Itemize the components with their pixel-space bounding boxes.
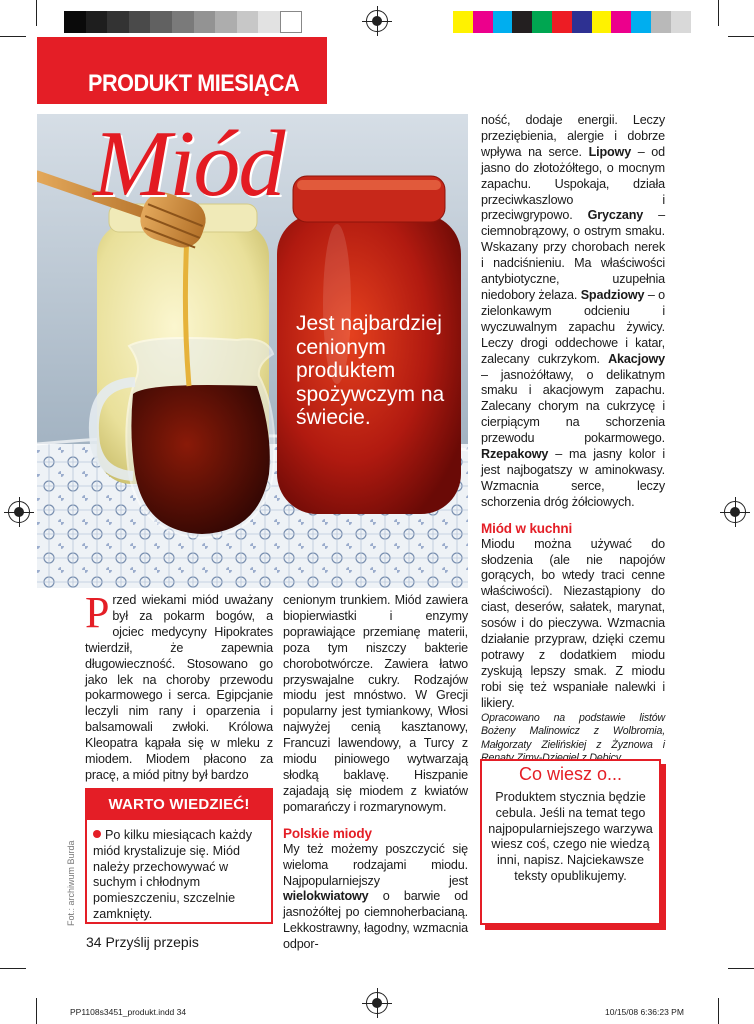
honey-type-name: Spadziowy bbox=[580, 287, 645, 302]
honey-type-name: Lipowy bbox=[588, 144, 632, 159]
color-patch bbox=[194, 11, 216, 33]
info-box-co-wiesz bbox=[480, 759, 661, 925]
registration-mark-icon bbox=[724, 501, 746, 523]
crop-mark bbox=[0, 968, 26, 969]
color-patch bbox=[473, 11, 493, 33]
honey-type-name: Akacjowy bbox=[608, 351, 665, 366]
color-patch bbox=[572, 11, 592, 33]
subheading-miod-w-kuchni: Miód w kuchni bbox=[481, 520, 573, 536]
info-box-body: Produktem stycznia będzie cebula. Jeśli na temat tego najpopularniejszego warzywa wiesz coś, czego nie wiedzą inni, napisz. Najciekawsze teksty opublikujemy. bbox=[488, 790, 653, 883]
color-patch bbox=[150, 11, 172, 33]
article-text-run: – ma jasny kolor i jest najbogatszy w aminokwasy. Wzmacnia serce, leczy schorzenia dróg żółciowych. bbox=[481, 447, 665, 509]
color-patch bbox=[172, 11, 194, 33]
info-box-warto-wiedziec bbox=[85, 788, 273, 924]
registration-mark-icon bbox=[8, 501, 30, 523]
color-patch bbox=[237, 11, 259, 33]
honey-type-name: wielokwiatowy bbox=[283, 889, 369, 904]
crop-mark bbox=[36, 998, 37, 1024]
article-text-run: – jasnożółtawy, o delikatnym smaku i akacjowym zapachu. Zalecany chorym na cukrzycę i cierpiącym na schorzenia przewodu pokarmowego. bbox=[481, 367, 665, 446]
article-text-run: – ciemnobrązowy, o ostrym smaku. Wskazany przy chorobach nerek i nadciśnieniu. Ma właściwości antybiotyczne, uzupełnia niedobory żelaza. bbox=[481, 208, 666, 302]
color-patch bbox=[671, 11, 691, 33]
article-text-run: ność, dodaje energii. Leczy przeziębienia, alergie i dobrze wpływa na serce. bbox=[481, 113, 665, 159]
page-section-title: PRODUKT MIESIĄCA bbox=[88, 70, 300, 97]
color-patch bbox=[215, 11, 237, 33]
photo-credit: Fot.: archiwum Burda bbox=[66, 840, 76, 926]
registration-mark-icon bbox=[366, 992, 388, 1014]
color-patch bbox=[512, 11, 532, 33]
subheading-polskie-miody: Polskie miody bbox=[283, 825, 372, 841]
article-column-3 bbox=[481, 113, 665, 766]
slug-filename: PP1108s3451_produkt.indd 34 bbox=[70, 1007, 187, 1017]
color-patch bbox=[532, 11, 552, 33]
info-box-body bbox=[93, 828, 267, 923]
honey-type-name: Gryczany bbox=[587, 208, 644, 223]
registration-mark-icon bbox=[366, 10, 388, 32]
article-text-run: – od jasno do złotożółtego, o mocnym zapachu. Uspokaja, działa przeciwkaszlowo i przeciwgrypowo. bbox=[481, 144, 666, 223]
color-patch bbox=[258, 11, 280, 33]
color-patch bbox=[592, 11, 612, 33]
hero-callout: Jest najbardziej cenionym produktem spożywczym na świecie. bbox=[296, 312, 445, 429]
article-text: Miodu można używać do słodzenia (ale nie napojów gorących, bo wtedy traci cenne właściwości). Niezastąpiony do ciast, deserów, sałatek, marynat, sosów i do pieczywa. Wzmacnia działanie przypraw, dzięki czemu potrawy z dodatkiem miodu zyskują lepszy smak. Z miodu robi się też wspaniałe nalewki i likiery. bbox=[481, 536, 665, 710]
color-patch bbox=[631, 11, 651, 33]
color-patch bbox=[280, 11, 302, 33]
article-text: cenionym trunkiem. Miód zawiera biopierwiastki i enzymy poprawiające przemianę materii, poza tym niszczy bakterie chorobotwórcze. Zawiera łatwo przyswajalne cukry. Rodzajów miodu jest mnóstwo. W Grecji popularny jest tymiankowy, Włosi najwyżej cenią kasztanowy, Francuzi lawendowy, a Turcy z miodu piniowego wytwarzają słodką baklavę. Hiszpanie zajadają się miodem z kwiatów pomarańczy i rozmarynowym. bbox=[283, 593, 468, 814]
color-patch bbox=[651, 11, 671, 33]
crop-mark bbox=[718, 998, 719, 1024]
article-text bbox=[283, 842, 468, 953]
crop-mark bbox=[0, 36, 26, 37]
info-box-title: WARTO WIEDZIEĆ! bbox=[87, 790, 271, 820]
article-text bbox=[481, 113, 665, 511]
crop-mark bbox=[728, 968, 754, 969]
article-text: rzed wiekami miód uważany był za pokarm bogów, a ojciec medycyny Hipokrates twierdził, że zapewnia długowieczność. Stosowano go jako lek na choroby przewodu pokarmowego i serca. Egipcjanie leczyli nim rany i oparzenia i balsamowali zwłoki. Królowa Kleopatra kąpała się w mleku z miodem. Miodem płacono za pracę, a miód pitny był bardzo bbox=[85, 593, 273, 782]
info-box-text: Po kilku miesiącach każdy miód krystalizuje się. Miód należy przechowywać w suchym i chłodnym pomieszczeniu, szczelnie zamknięty. bbox=[93, 828, 252, 921]
info-box-title: Co wiesz o... bbox=[518, 764, 623, 784]
hero-title: Miód bbox=[93, 112, 284, 216]
page-folio: 34 Przyślij przepis bbox=[86, 934, 199, 950]
slug-timestamp: 10/15/08 6:36:23 PM bbox=[605, 1007, 684, 1017]
color-patch bbox=[552, 11, 572, 33]
crop-mark bbox=[718, 0, 719, 26]
crop-mark bbox=[36, 0, 37, 26]
crop-mark bbox=[728, 36, 754, 37]
color-patch bbox=[86, 11, 108, 33]
sources-credit: Opracowano na podstawie listów Bożeny Malinowicz z Wolbromia, Małgorzaty Zielińskiej z Żyznowa i bbox=[481, 711, 665, 751]
article-text-run: o barwie od jasnożółtej po ciemnoherbacianą. Lekkostrawny, łagodny, wzmacnia odpor- bbox=[283, 889, 468, 952]
article-text-run: – o zielonkawym odcieniu i wyczuwalnym zapachu żywicy. Leczy drogi oddechowe i katar, zalecany cukrzykom. bbox=[481, 287, 665, 366]
color-patch bbox=[129, 11, 151, 33]
article-column-1 bbox=[85, 588, 273, 784]
bullet-icon bbox=[93, 830, 101, 838]
honey-type-name: Rzepakowy bbox=[481, 447, 549, 462]
dropcap: P bbox=[85, 588, 110, 637]
color-patch bbox=[493, 11, 513, 33]
article-text-run: My też możemy poszczycić się wieloma rodzajami miodu. Najpopularniejszy jest bbox=[283, 841, 468, 888]
color-patch bbox=[611, 11, 631, 33]
color-patch bbox=[453, 11, 473, 33]
color-patch bbox=[107, 11, 129, 33]
article-column-2 bbox=[283, 593, 468, 953]
color-patch bbox=[64, 11, 86, 33]
